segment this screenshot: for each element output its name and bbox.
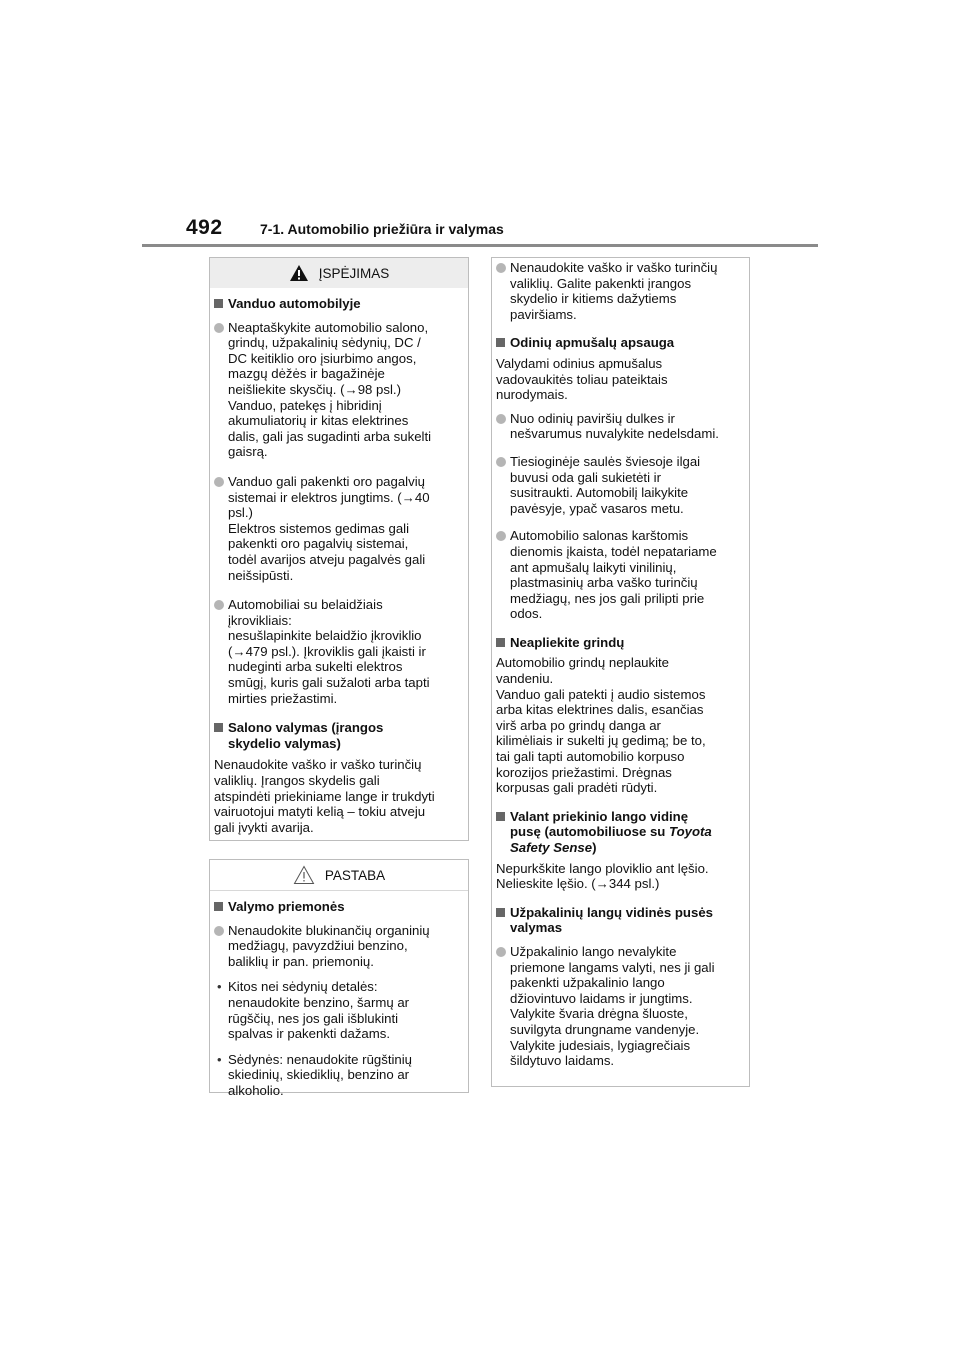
sub-list-item: • Kitos nei sėdynių detalės: nenaudokite benzino, šarmų ar rūgščių, nes jos gali išblukinti spalvas ir pakenkti dažams.	[214, 979, 464, 1041]
section-heading: Valymo priemonės	[214, 899, 464, 915]
list-item: Neaptaškykite automobilio salono, grindų, užpakalinių sėdynių, DC / DC keitiklio oro įsiurbimo angos, mazgų dėžės ir bagažinėje neišliekite skysčių. (→98 psl.) Vanduo, patekęs į hibridinį akumuliatorių ir kitas elektrines dalis, gali jas sugadinti arba sukelti gaisrą.	[214, 320, 464, 460]
section-heading: Vanduo automobilyje	[214, 296, 464, 312]
square-bullet-icon	[496, 338, 505, 347]
header-divider	[142, 244, 818, 247]
body-paragraph: Valydami odinius apmušalus vadovaukitės toliau pateiktais nurodymais.	[496, 355, 668, 403]
square-bullet-icon	[496, 638, 505, 647]
square-bullet-icon	[214, 723, 223, 732]
small-bullet-icon: •	[217, 979, 222, 995]
continued-warning-box	[491, 257, 750, 1087]
note-title: PASTABA	[324, 867, 386, 883]
list-item: Nenaudokite vaško ir vaško turinčių valiklių. Galite pakenkti įrangos skydelio ir kitiems dažytiems paviršiams.	[496, 260, 745, 322]
list-item: Užpakalinio lango nevalykite priemone langams valyti, nes ji gali pakenkti užpakalinio lango džiovintuvo laidams ir jungtims. Valykite švaria drėgna šluoste, suvilgyta drungname vandenyje. Valykite judesiais, lygiagrečiais šildytuvo laidams.	[496, 944, 745, 1069]
section-heading: Užpakalinių langų vidinės pusės valymas	[496, 905, 745, 936]
round-bullet-icon	[496, 457, 506, 467]
warning-box	[209, 257, 469, 841]
section-heading: Odinių apmušalų apsauga	[496, 335, 745, 351]
round-bullet-icon	[214, 323, 224, 333]
round-bullet-icon	[214, 600, 224, 610]
list-item: Nuo odinių paviršių dulkes ir nešvarumus nuvalykite nedelsdami.	[496, 411, 745, 442]
round-bullet-icon	[214, 477, 224, 487]
list-item: Automobiliai su belaidžiais įkrovikliais: nesušlapinkite belaidžio įkroviklio (→479 psl.). Įkroviklis gali įkaisti ir nudeginti arba sukelti elektros smūgį, kuris gali sužaloti arba tapti mirties priežastimi.	[214, 597, 464, 706]
square-bullet-icon	[496, 908, 505, 917]
round-bullet-icon	[496, 947, 506, 957]
list-item: Nenaudokite blukinančių organinių medžiagų, pavyzdžiui benzino, baliklių ir pan. priemonių.	[214, 923, 464, 970]
list-item: Tiesioginėje saulės šviesoje ilgai buvusi oda gali sukietėti ir susitraukti. Automobilį laikykite pavėsyje, ypač vasaros metu.	[496, 454, 745, 516]
square-bullet-icon	[496, 812, 505, 821]
section-heading: Valant priekinio lango vidinę pusę (automobiliuose su Toyota Safety Sense)	[496, 809, 745, 856]
warning-triangle-icon	[289, 264, 309, 282]
section-title: 7-1. Automobilio priežiūra ir valymas	[260, 221, 504, 237]
warning-title: ĮSPĖJIMAS	[318, 265, 390, 281]
square-bullet-icon	[214, 299, 223, 308]
small-bullet-icon: •	[217, 1051, 222, 1067]
round-bullet-icon	[496, 531, 506, 541]
list-item: Automobilio salonas karštomis dienomis įkaista, todėl nepatariame ant apmušalų laikyti vinilinių, plastmasinių arba vaško turinčių medžiagų, nes jos gali prilipti prie odos.	[496, 528, 745, 622]
list-item: Vanduo gali pakenkti oro pagalvių sistemai ir elektros jungtims. (→40 psl.) Elektros sistemos gedimas gali pakenkti oro pagalvių sistemai, todėl avarijos atveju pagalvės gali neišsipūsti.	[214, 474, 464, 583]
warning-box-header	[210, 258, 468, 288]
section-heading: Salono valymas (įrangos skydelio valymas)	[214, 720, 464, 751]
body-paragraph: Automobilio grindų neplaukite vandeniu. Vanduo gali patekti į audio sistemos arba kitas elektrines dalis, esančias virš arba po grindų danga ar kilimėliais ir sukelti jų gedimą; be to, tai gali tapti automobilio korpuso korozijos priežastimi. Drėgnas korpusas gali pradėti rūdyti.	[496, 655, 706, 796]
section-heading: Neapliekite grindų	[496, 635, 745, 651]
body-paragraph: Nepurkškite lango ploviklio ant lęšio. Nelieskite lęšio. (→344 psl.)	[496, 860, 709, 892]
round-bullet-icon	[214, 926, 224, 936]
round-bullet-icon	[496, 263, 506, 273]
note-box-header	[210, 860, 468, 891]
sub-list-item: • Sėdynės: nenaudokite rūgštinių skiedinių, skiediklių, benzino ar alkoholio.	[214, 1052, 464, 1099]
square-bullet-icon	[214, 902, 223, 911]
caution-triangle-icon	[293, 865, 315, 885]
round-bullet-icon	[496, 414, 506, 424]
body-paragraph: Nenaudokite vaško ir vaško turinčių valiklių. Įrangos skydelis gali atspindėti priekiniame lange ir trukdyti vairuotojui matyti kelią – tokiu atveju gali įvykti avarija.	[214, 757, 435, 835]
note-box	[209, 859, 469, 1098]
page-number: 492	[186, 216, 223, 239]
